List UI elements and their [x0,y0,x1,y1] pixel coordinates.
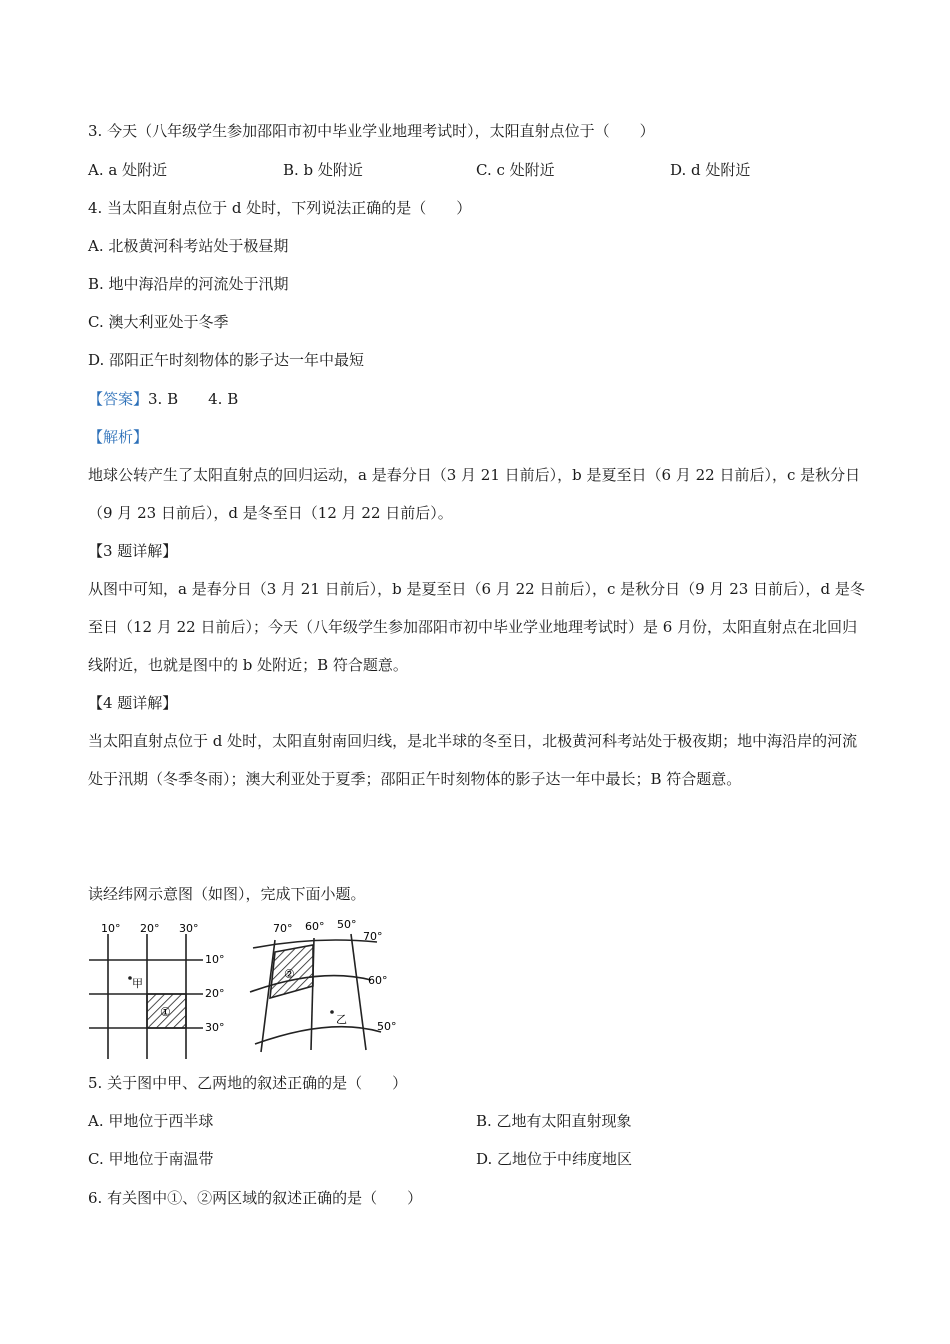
q4-stem: 4. 当太阳直射点位于 d 处时，下列说法正确的是（ ） [88,199,472,217]
right-lat-label-50: 50° [377,1020,397,1033]
right-lat-label-60: 60° [368,974,388,987]
q3-option-d: D. d 处附近 [670,161,751,179]
left-lat-label-20: 20° [205,987,225,1000]
right-grid [250,934,381,1052]
q4-option-a: A. 北极黄河科考站处于极昼期 [88,237,289,255]
q6-stem: 6. 有关图中①、②两区域的叙述正确的是（ ） [88,1189,423,1207]
answer-line [88,389,238,409]
right-lon-label-50: 50° [337,918,357,931]
detail3-label: 【3 题详解】 [88,542,178,560]
detail4-text: 当太阳直射点位于 d 处时，太阳直射南回归线，是北半球的冬至日，北极黄河科考站处于极夜期；地中海沿岸的河流处于汛期（冬季冬雨）；澳大利亚处于夏季；邵阳正午时刻物体的影子达一年中最长；B 符合题意。 [88,732,858,788]
left-lon-label-10: 10° [101,922,121,935]
right-lon-label-60: 60° [305,920,325,933]
q4-option-d: D. 邵阳正午时刻物体的影子达一年中最短 [88,351,365,369]
region-1-label: ① [160,1005,171,1019]
analysis-text: 地球公转产生了太阳直射点的回归运动，a 是春分日（3 月 21 日前后），b 是夏至日（6 月 22 日前后），c 是秋分日（9 月 23 日前后），d 是冬至日（12 月 22 日前后）。 [88,466,861,522]
point-yi-label: 乙 [336,1013,347,1026]
left-lon-label-20: 20° [140,922,160,935]
q3-stem: 3. 今天（八年级学生参加邵阳市初中毕业学业地理考试时），太阳直射点位于（ ） [88,122,655,140]
detail4-label: 【4 题详解】 [88,694,178,712]
detail3-text: 从图中可知，a 是春分日（3 月 21 日前后），b 是夏至日（6 月 22 日前后），c 是秋分日（9 月 23 日前后），d 是冬至日（12 月 22 日前后）；今天（八年级学生参加邵阳市初中毕业学业地理考试时）是 6 月份，太阳直射点在北回归线附近，也就是图中的 b 处附近；B 符合题意。 [88,580,865,674]
q3-option-a: A. a 处附近 [88,161,168,179]
left-grid [89,934,203,1059]
point-yi [330,1010,334,1014]
point-jia-label: 甲 [132,977,143,990]
q4-option-c: C. 澳大利亚处于冬季 [88,313,229,331]
figure-intro: 读经纬网示意图（如图），完成下面小题。 [88,885,366,903]
analysis-label: 【解析】 [88,428,149,446]
answer-text: 3. B 4. B [148,390,239,408]
lat-lon-grid-figure [85,912,415,1062]
q4-option-b: B. 地中海沿岸的河流处于汛期 [88,275,289,293]
q5-option-a: A. 甲地位于西半球 [88,1112,214,1130]
q5-option-c: C. 甲地位于南温带 [88,1150,214,1168]
left-lat-label-10: 10° [205,953,225,966]
right-lat-label-70: 70° [363,930,383,943]
left-lat-label-30: 30° [205,1021,225,1034]
region-2-label: ② [284,967,295,981]
q5-option-d: D. 乙地位于中纬度地区 [476,1150,633,1168]
q3-option-b: B. b 处附近 [283,161,363,179]
q3-option-c: C. c 处附近 [476,161,555,179]
q5-option-b: B. 乙地有太阳直射现象 [476,1112,632,1130]
q5-stem: 5. 关于图中甲、乙两地的叙述正确的是（ ） [88,1074,408,1092]
answer-label: 【答案】 [88,390,149,408]
right-lon-label-70: 70° [273,922,293,935]
left-lon-label-30: 30° [179,922,199,935]
